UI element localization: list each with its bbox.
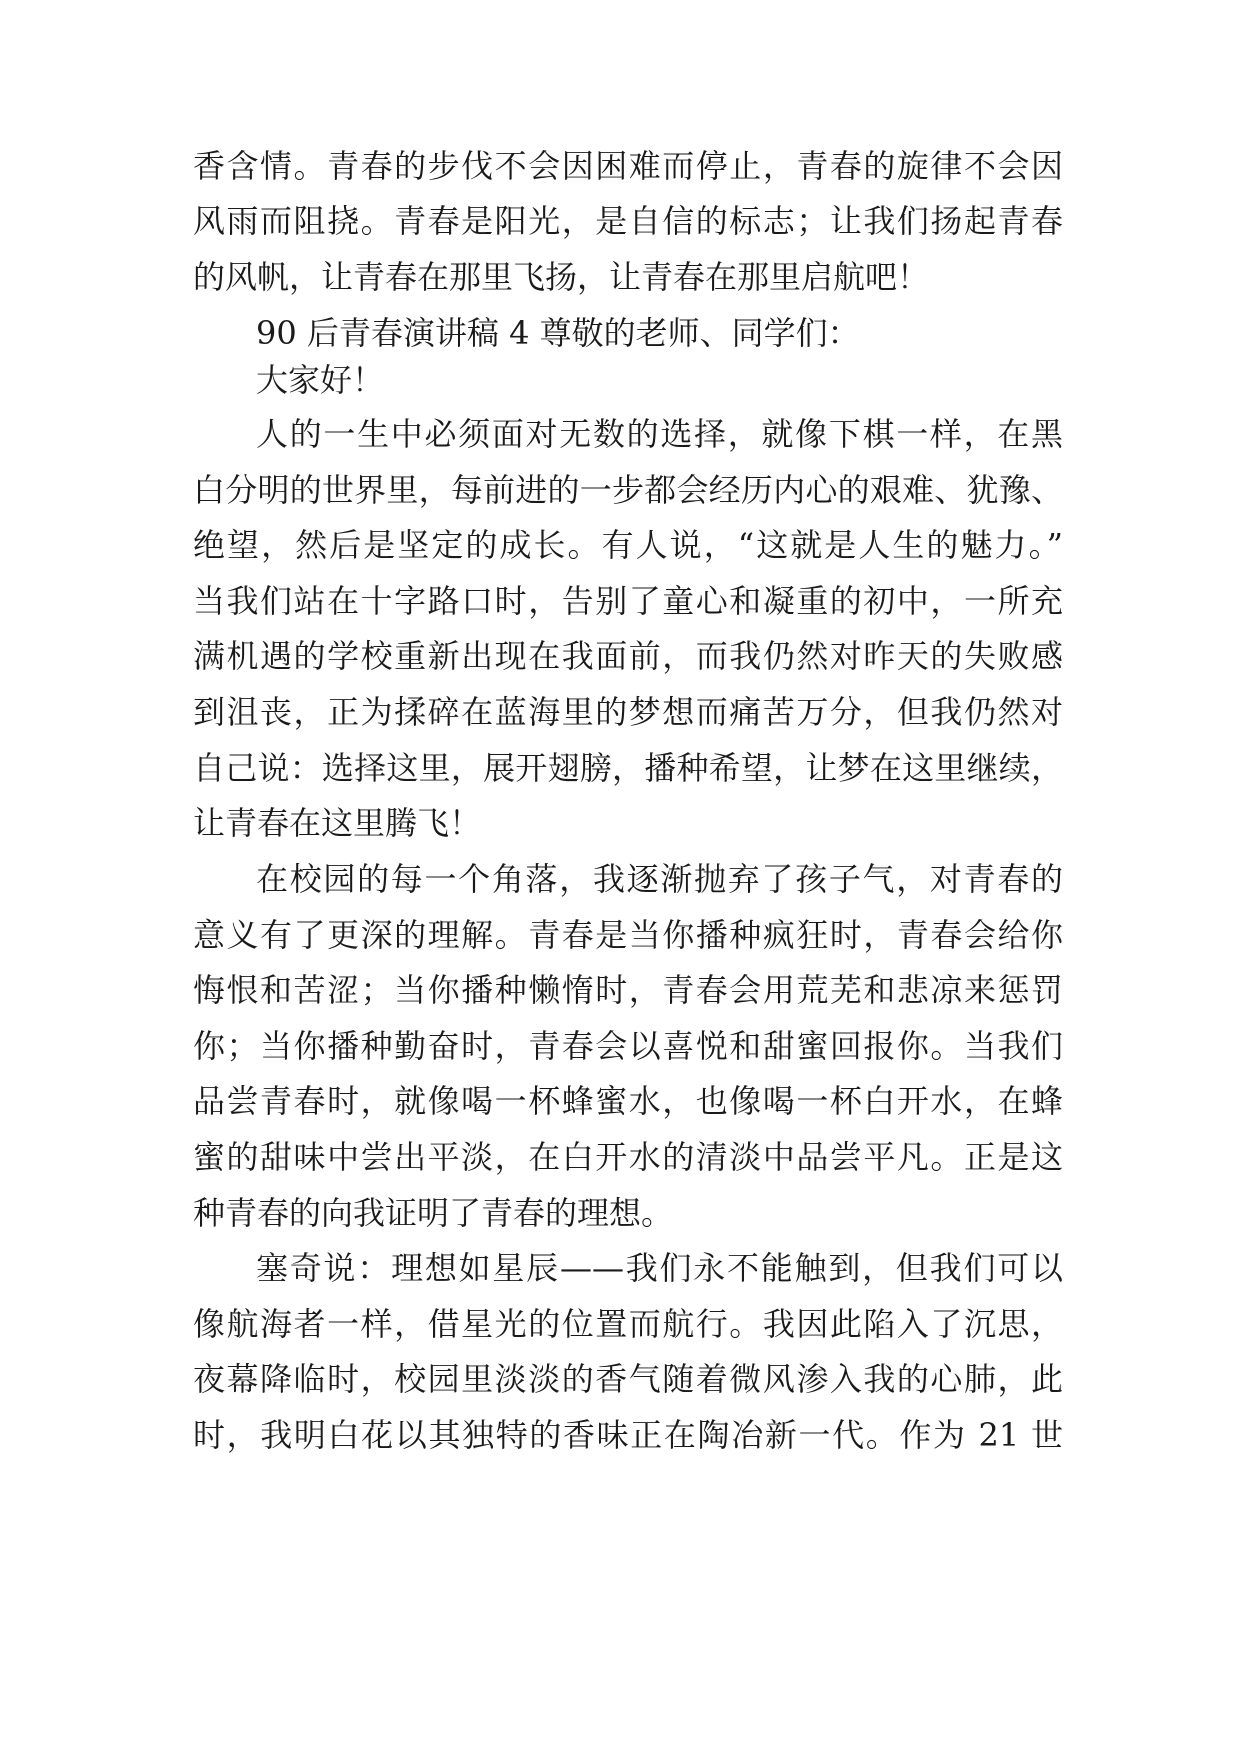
text-line: 你；当你播种勤奋时，青春会以喜悦和甜蜜回报你。当我们 — [193, 1027, 1063, 1065]
text-line: 让青春在这里腾飞！ — [193, 804, 482, 842]
text-line: 悔恨和苦涩；当你播种懒惰时，青春会用荒芜和悲凉来惩罚 — [193, 971, 1063, 1009]
text-line: 的风帆，让青春在那里飞扬，让青春在那里启航吧！ — [193, 258, 930, 296]
text-line: 时，我明白花以其独特的香味正在陶冶新一代。作为 21 世 — [193, 1416, 1063, 1454]
paragraph-start: 塞奇说：理想如星辰——我们永不能触到，但我们可以 — [256, 1249, 1063, 1287]
text-line: 香含情。青春的步伐不会因困难而停止，青春的旋律不会因 — [193, 147, 1063, 185]
text-line: 意义有了更深的理解。青春是当你播种疯狂时，青春会给你 — [193, 916, 1063, 954]
text-line: 品尝青春时，就像喝一杯蜂蜜水，也像喝一杯白开水，在蜂 — [193, 1082, 1063, 1120]
text-line: 自己说：选择这里，展开翅膀，播种希望，让梦在这里继续， — [193, 749, 1063, 787]
text-line: 风雨而阻挠。青春是阳光，是自信的标志；让我们扬起青春 — [193, 202, 1063, 240]
text-line: 夜幕降临时，校园里淡淡的香气随着微风渗入我的心肺，此 — [193, 1360, 1063, 1398]
speech-heading: 90 后青春演讲稿 4 尊敬的老师、同学们： — [256, 314, 860, 352]
text-line: 白分明的世界里，每前进的一步都会经历内心的艰难、犹豫、 — [193, 471, 1063, 509]
text-line: 绝望，然后是坚定的成长。有人说，“这就是人生的魅力。” — [193, 526, 1063, 564]
greeting: 大家好！ — [256, 361, 385, 399]
paragraph-start: 在校园的每一个角落，我逐渐抛弃了孩子气，对青春的 — [256, 860, 1063, 898]
text-line: 像航海者一样，借星光的位置而航行。我因此陷入了沉思， — [193, 1305, 1063, 1343]
text-line: 种青春的向我证明了青春的理想。 — [193, 1194, 674, 1232]
text-line: 满机遇的学校重新出现在我面前，而我仍然对昨天的失败感 — [193, 637, 1063, 675]
text-line: 蜜的甜味中尝出平淡，在白开水的清淡中品尝平凡。正是这 — [193, 1138, 1063, 1176]
text-line: 到沮丧，正为揉碎在蓝海里的梦想而痛苦万分，但我仍然对 — [193, 693, 1063, 731]
paragraph-start: 人的一生中必须面对无数的选择，就像下棋一样，在黑 — [256, 415, 1063, 453]
text-line: 当我们站在十字路口时，告别了童心和凝重的初中，一所充 — [193, 582, 1063, 620]
